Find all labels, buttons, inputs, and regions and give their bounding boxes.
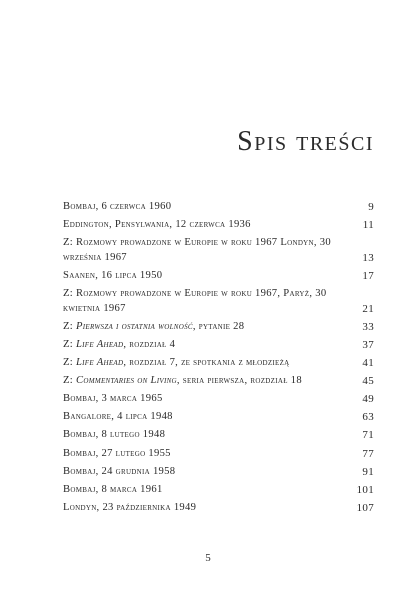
toc-entry-title-part: Bombaj, 24 grudnia 1958 (63, 465, 176, 477)
toc-entry-page: 33 (362, 320, 374, 333)
toc-entry-page: 9 (368, 201, 374, 213)
page-title: Spis treści (237, 126, 374, 157)
toc-entry-title-part: Z: (63, 338, 76, 350)
toc-entry-title-italic: Life Ahead (75, 338, 124, 350)
toc-entry-page: 77 (362, 447, 374, 460)
toc-entry-title (63, 410, 362, 425)
toc-entry-title-part: Z: (63, 357, 76, 369)
toc-entry-title-part: Bombaj, 27 lutego 1955 (63, 447, 171, 459)
toc-entry (63, 356, 374, 371)
toc-entry-page: 11 (362, 219, 374, 232)
toc-entry-title-part: Bombaj, 6 czerwca 1960 (63, 201, 172, 212)
toc-entry-title (63, 465, 362, 480)
toc-entry (63, 200, 374, 215)
toc-entry-page: 71 (362, 429, 374, 442)
toc-entry-title-part: Eddington, Pensylwania, 12 czerwca 1936 (63, 219, 251, 231)
toc-entry-title-part: Bombaj, 3 marca 1965 (63, 393, 163, 405)
toc-entry (63, 392, 374, 407)
toc-entry-title-italic: Commentaries on Living (75, 375, 177, 387)
toc-entry-title-italic: Life Ahead (75, 357, 124, 369)
toc-entry-title-part: Z: Rozmowy prowadzone w Europie w roku 1967 Londyn, 30 września 1967 (63, 237, 331, 263)
toc-entry-title (63, 236, 362, 265)
toc-entry-title (63, 501, 357, 516)
toc-entry (63, 269, 374, 284)
toc-entry-page: 49 (362, 393, 374, 406)
toc-entry-title-part: , pytanie 28 (192, 320, 245, 332)
toc-entry (63, 236, 374, 265)
toc-entry-title (63, 200, 368, 215)
toc-entry-title-part: , rozdział 7, ze spotkania z młodzieżą (123, 357, 290, 369)
toc-entry-page: 63 (362, 411, 374, 424)
toc-entry-title (63, 287, 362, 316)
toc-entry-title-part: Z: Rozmowy prowadzone w Europie w roku 1967, Paryż, 30 kwietnia 1967 (63, 288, 327, 314)
toc-entry (63, 410, 374, 425)
toc-entry-title-part: , seria pierwsza, rozdział 18 (176, 375, 302, 387)
toc-entry-title-part: Saanen, 16 lipca 1950 (63, 269, 163, 281)
toc-entry-title (63, 218, 363, 233)
table-of-contents (63, 200, 374, 519)
toc-entry-title (63, 392, 362, 407)
toc-entry-title (63, 269, 362, 284)
toc-entry-title (63, 483, 357, 498)
toc-entry-title (63, 428, 362, 443)
toc-entry-title-part: , rozdział 4 (123, 338, 176, 350)
toc-entry-page: 45 (362, 375, 374, 388)
toc-entry-title (63, 447, 362, 462)
toc-entry-page: 101 (356, 483, 374, 496)
toc-entry (63, 320, 374, 335)
toc-entry-page: 21 (362, 302, 374, 315)
toc-entry-title (63, 338, 362, 353)
toc-entry (63, 501, 374, 516)
toc-entry-page: 37 (362, 338, 374, 351)
toc-entry-page: 41 (362, 357, 374, 370)
toc-entry (63, 218, 374, 233)
toc-entry (63, 447, 374, 462)
toc-entry (63, 374, 374, 389)
toc-entry-title-part: Bombaj, 8 marca 1961 (63, 483, 163, 495)
toc-entry-title (63, 320, 362, 335)
toc-entry-title-italic: Pierwsza i ostatnia wolność (75, 320, 193, 332)
toc-entry (63, 338, 374, 353)
toc-entry-title-part: Z: (63, 320, 76, 332)
toc-entry-title (63, 356, 362, 371)
toc-entry-title-part: Z: (63, 375, 76, 387)
toc-entry (63, 483, 374, 498)
toc-entry-title-part: Bombaj, 8 lutego 1948 (63, 429, 166, 441)
toc-entry-page: 91 (362, 465, 374, 478)
toc-entry-page: 107 (356, 501, 374, 514)
toc-entry-title-part: Londyn, 23 października 1949 (63, 501, 197, 513)
page-number: 5 (205, 552, 211, 564)
toc-entry-page: 13 (362, 251, 374, 264)
toc-entry-page: 17 (362, 269, 374, 282)
toc-entry-title (63, 374, 362, 389)
toc-entry (63, 428, 374, 443)
toc-entry (63, 287, 374, 316)
toc-entry-title-part: Bangalore, 4 lipca 1948 (63, 411, 173, 423)
toc-entry (63, 465, 374, 480)
